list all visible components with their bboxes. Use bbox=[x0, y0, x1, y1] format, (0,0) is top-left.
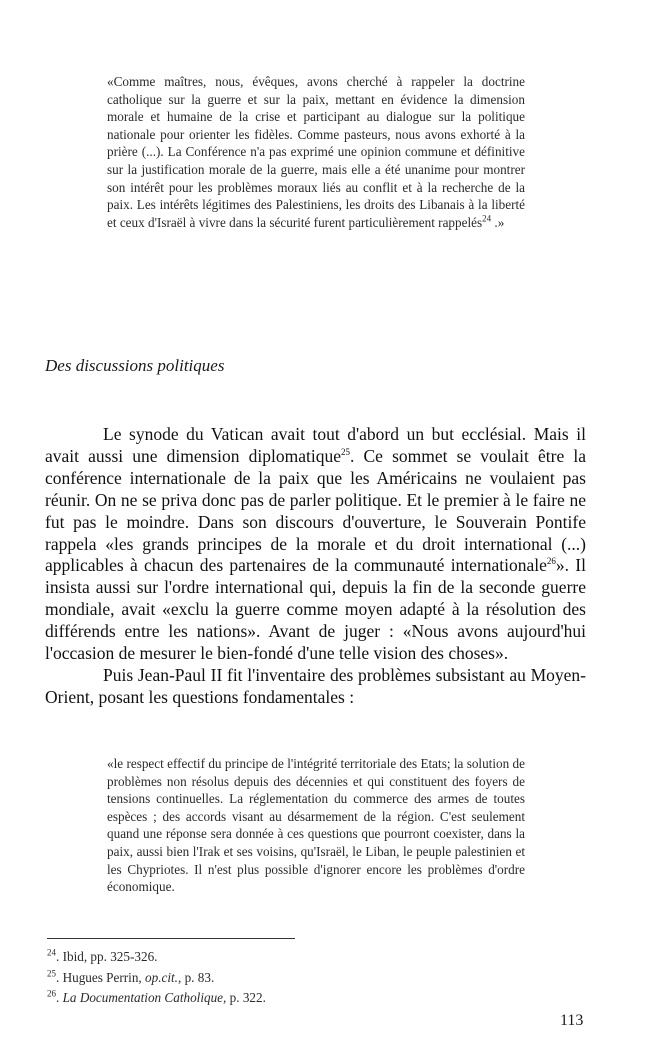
paragraph-text: Le synode du Vatican avait tout d'abord un but ecclésial. Mais il avait aussi une dimension diplomatique bbox=[45, 424, 586, 466]
footnote-number: 24 bbox=[47, 947, 56, 958]
footnote-divider bbox=[47, 938, 295, 939]
footnote-number: 25 bbox=[47, 968, 56, 979]
block-quote-bishops bbox=[107, 73, 525, 231]
block-quote-pope: «le respect effectif du principe de l'intégrité territoriale des Etats; la solution de problèmes non résolus depuis des décennies et qui constituent des foyers de tensions continuelles. La réglementation du commerce des armes de toutes espèces ; des accords visant au désarmement de la région. C'est seulement quand une réponse sera donnée à ces questions que pourront coexister, dans la paix, aussi bien l'Irak et ses voisins, qu'Israël, le Liban, le peuple palestinien et les Chypriotes. Il n'est plus possible d'ignorer encore les problèmes d'ordre économique. bbox=[107, 756, 525, 895]
quote-end: .» bbox=[491, 214, 505, 230]
footnote-text: . bbox=[56, 990, 63, 1005]
paragraph-synod bbox=[45, 424, 586, 665]
footnote-number: 26 bbox=[47, 988, 56, 999]
footnote-italic: La Documentation Catholique, bbox=[62, 990, 227, 1005]
paragraph-text: ». Il insista aussi sur l'ordre international qui, depuis la fin de la seconde guerre mondiale, avait «exclu la guerre comme moyen adapté à la résolution des différends entre les nations». Avant de juger : «Nous avons aujourd'hui l'occasion de mesurer le bien-fondé d'une telle vision des choses». bbox=[45, 555, 586, 664]
footnote-text: , p. 83. bbox=[177, 969, 215, 985]
paragraph-inventory: Puis Jean-Paul II fit l'inventaire des problèmes subsistant au Moyen-Orient, posant les questions fondamentales : bbox=[45, 664, 586, 707]
footnote-text: . Ibid, pp. 325-326. bbox=[56, 949, 158, 964]
footnote-ref-25[interactable]: 25 bbox=[341, 447, 351, 458]
section-heading: Des discussions politiques bbox=[45, 356, 225, 375]
footnote-text: . Hugues Perrin, bbox=[56, 969, 146, 985]
page-number: 113 bbox=[560, 1012, 584, 1029]
footnote-ref-24[interactable]: 24 bbox=[482, 213, 492, 224]
footnote-text: p. 322. bbox=[226, 990, 266, 1005]
footnote-26 bbox=[47, 988, 547, 1009]
footnotes bbox=[47, 947, 547, 1009]
footnote-25 bbox=[47, 968, 547, 989]
paragraph-text: . Ce sommet se voulait être la conférence internationale de la paix que les Américains ne voulaient pas réunir. On ne se priva donc pas de parler politique. Et le premier à le faire ne fut pas le moindre. Dans son discours d'ouverture, le Souverain Pontife rappela «les grands principes de la morale et du droit international (...) applicables à chacun des partenaires de la communauté internationale bbox=[45, 445, 586, 576]
footnote-ref-26[interactable]: 26 bbox=[546, 556, 556, 567]
body-text bbox=[45, 424, 586, 709]
footnote-italic: op.cit. bbox=[145, 969, 178, 985]
footnote-24 bbox=[47, 947, 547, 968]
quote-text: «Comme maîtres, nous, évêques, avons cherché à rappeler la doctrine catholique sur la guerre et sur la paix, mettant en évidence la dimension morale et humaine de la crise et participant au dialogue sur la politique nationale pour orienter les fidèles. Comme pasteurs, nous avons exhorté à la prière (...). La Conférence n'a pas exprimé une opinion commune et définitive sur la justification morale de la guerre, mais elle a été unanime pour montrer son intérêt pour les problèmes moraux liés au conflit et à la recherche de la paix. Les intérêts légitimes des Palestiniens, les droits des Libanais à la liberté et ceux d'Israël à vivre dans la sécurité furent particulièrement rappelés bbox=[107, 74, 525, 230]
